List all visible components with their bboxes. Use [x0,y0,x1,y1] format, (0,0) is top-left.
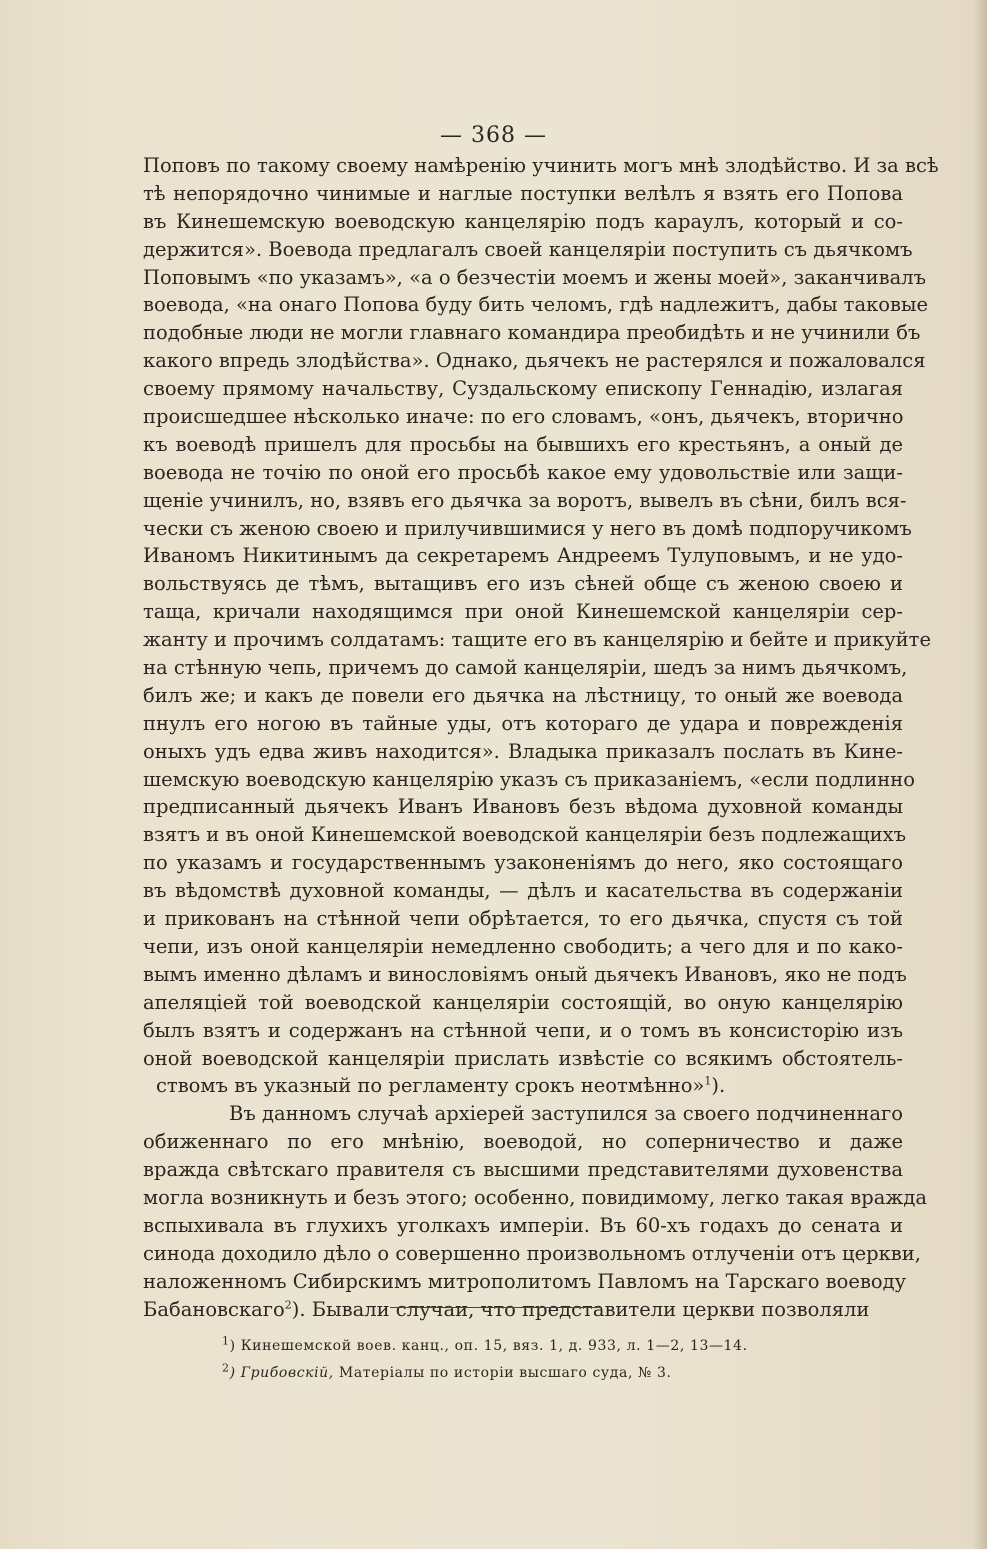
text-line: своему прямому начальству, Суздальскому епископу Геннадію, излагая [143,377,903,401]
text-line: вспыхивала въ глухихъ уголкахъ имперіи. Въ 60-хъ годахъ до сената и [143,1213,903,1237]
text-line: наложенномъ Сибирскимъ митрополитомъ Павломъ на Тарскаго воеводу [143,1269,907,1293]
text-line: Поповымъ «по указамъ», «а о безчестіи моемъ и жены моей», заканчивалъ [143,265,926,289]
text-line: воевода не точію по оной его просьбѣ какое ему удовольствіе или защи- [143,460,903,484]
text-line: билъ же; и какъ де повели его дьячка на лѣстницу, то оный же воевода [143,683,903,707]
text-line: Въ данномъ случаѣ архіерей заступился за своего подчиненнаго [229,1102,903,1126]
text-line-segment: ствомъ въ указный по регламенту срокъ неотмѣнно» [156,1074,705,1098]
footnote-mark: 1 [222,1334,230,1348]
text-line: предписанный дьячекъ Иванъ Ивановъ безъ вѣдома духовной команды [143,795,903,819]
footnote-divider [390,1307,602,1308]
text-line: былъ взятъ и содержанъ на стѣнной чепи, и о томъ въ консисторію изъ [143,1018,903,1042]
text-line: и прикованъ на стѣнной чепи обрѣтается, то его дьячка, спустя съ той [143,907,903,931]
text-line: синода доходило дѣло о совершенно произвольномъ отлученіи отъ церкви, [143,1241,921,1265]
paragraph-end-line: ствомъ въ указный по регламенту срокъ неотмѣнно»$^1$). [156,1074,726,1098]
text-line: чепи, изъ оной канцеляріи немедленно свободить; а чего для и по како- [143,934,903,958]
page-spine-shadow [973,0,987,1549]
footnote-1 [222,1333,862,1360]
text-line: пнулъ его ногою въ тайные уды, отъ котораго де удара и поврежденія [143,711,903,735]
text-line: щеніе учинилъ, но, взявъ его дьячка за воротъ, вывелъ въ сѣни, билъ вся- [143,488,907,512]
text-line: вражда свѣтскаго правителя съ высшими представителями духовенства [143,1158,903,1182]
text-line: чески съ женою своею и прилучившимися у него въ домѣ подпоручикомъ [143,516,912,540]
text-line: держится». Воевода предлагалъ своей канцеляріи поступить съ дьячкомъ [143,237,913,261]
footnote-author: ) Грибовскій, [229,1365,334,1381]
footnotes [222,1333,862,1387]
text-line: Поповъ по такому своему намѣренію учинить могъ мнѣ злодѣйство. И за всѣ [143,154,939,177]
footnote-mark: 2 [222,1361,230,1375]
text-line: въ вѣдомствѣ духовной команды, — дѣлъ и касательства въ содержаніи [143,879,903,903]
footnote-text: ) Кинешемской воев. канц., оп. 15, вяз. 1, д. 933, л. 1—2, 13—14. [229,1338,748,1354]
text-line: на стѣнную чепь, причемъ до самой канцеляріи, шедъ за нимъ дьячкомъ, [143,656,908,680]
text-line: таща, кричали находящимся при оной Кинешемской канцеляріи сер- [143,600,903,624]
text-line: воевода, «на онаго Попова буду бить челомъ, гдѣ надлежитъ, дабы таковые [143,293,929,317]
page-number: — 368 — [440,123,547,148]
body-text [143,152,939,1323]
text-line: апеляціей той воеводской канцеляріи состоящій, во оную канцелярію [143,990,903,1014]
text-line: оной воеводской канцеляріи прислать извѣстіе со всякимъ обстоятель- [143,1046,903,1070]
text-line: къ воеводѣ пришелъ для просьбы на бывшихъ его крестьянъ, а оный де [143,432,903,456]
text-line: Иваномъ Никитинымъ да секретаремъ Андреемъ Тулуповымъ, и не удо- [143,544,903,568]
footnote-ref-paren: ) [711,1074,719,1098]
text-line: тѣ непорядочно чинимые и наглые поступки велѣлъ я взять его Попова [143,181,903,205]
text-line: шемскую воеводскую канцелярію указъ съ приказаніемъ, «если подлинно [143,767,915,791]
text-line: какого впредь злодѣйства». Однако, дьячекъ не растерялся и пожаловался [143,349,926,373]
text-line: по указамъ и государственнымъ узаконеніямъ до него, яко состоящаго [143,851,903,875]
footnote-ref-1: 1 [704,1074,712,1088]
text-line-segment: ). Бывали случаи, что представители церкви позволяли [291,1297,870,1321]
text-line-with-footnote [143,1296,903,1324]
text-line: въ Кинешемскую воеводскую канцелярію подъ караулъ, который и со- [143,209,903,233]
text-line: подобные люди не могли главнаго командира преобидѣть и не учинили бъ [143,321,921,345]
text-line: вымъ именно дѣламъ и винословіямъ оный дьячекъ Ивановъ, яко не подъ [143,962,907,986]
text-line: оныхъ удъ едва живъ находится». Владыка приказалъ послать въ Кине- [143,739,903,763]
text-line: жанту и прочимъ солдатамъ: тащите его въ канцелярію и бейте и прикуйте [143,628,932,652]
footnote-ref-2: 2 [284,1298,292,1312]
text-line: могла возникнуть и безъ этого; особенно, повидимому, легко такая вражда [143,1185,927,1209]
footnote-text: Матеріалы по исторіи высшаго суда, № 3. [333,1365,672,1381]
text-line: обиженнаго по его мнѣнію, воеводой, но соперничество и даже [143,1130,903,1154]
text-line-segment: Бабановскаго [143,1297,285,1321]
text-line: взятъ и въ оной Кинешемской воеводской канцеляріи безъ подлежащихъ [143,823,907,847]
text-line: происшедшее нѣсколько иначе: по его словамъ, «онъ, дьячекъ, вторично [143,405,904,429]
footnote-2 [222,1360,862,1387]
text-line: вольствуясь де тѣмъ, вытащивъ его изъ сѣней обще съ женою своею и [143,572,903,596]
